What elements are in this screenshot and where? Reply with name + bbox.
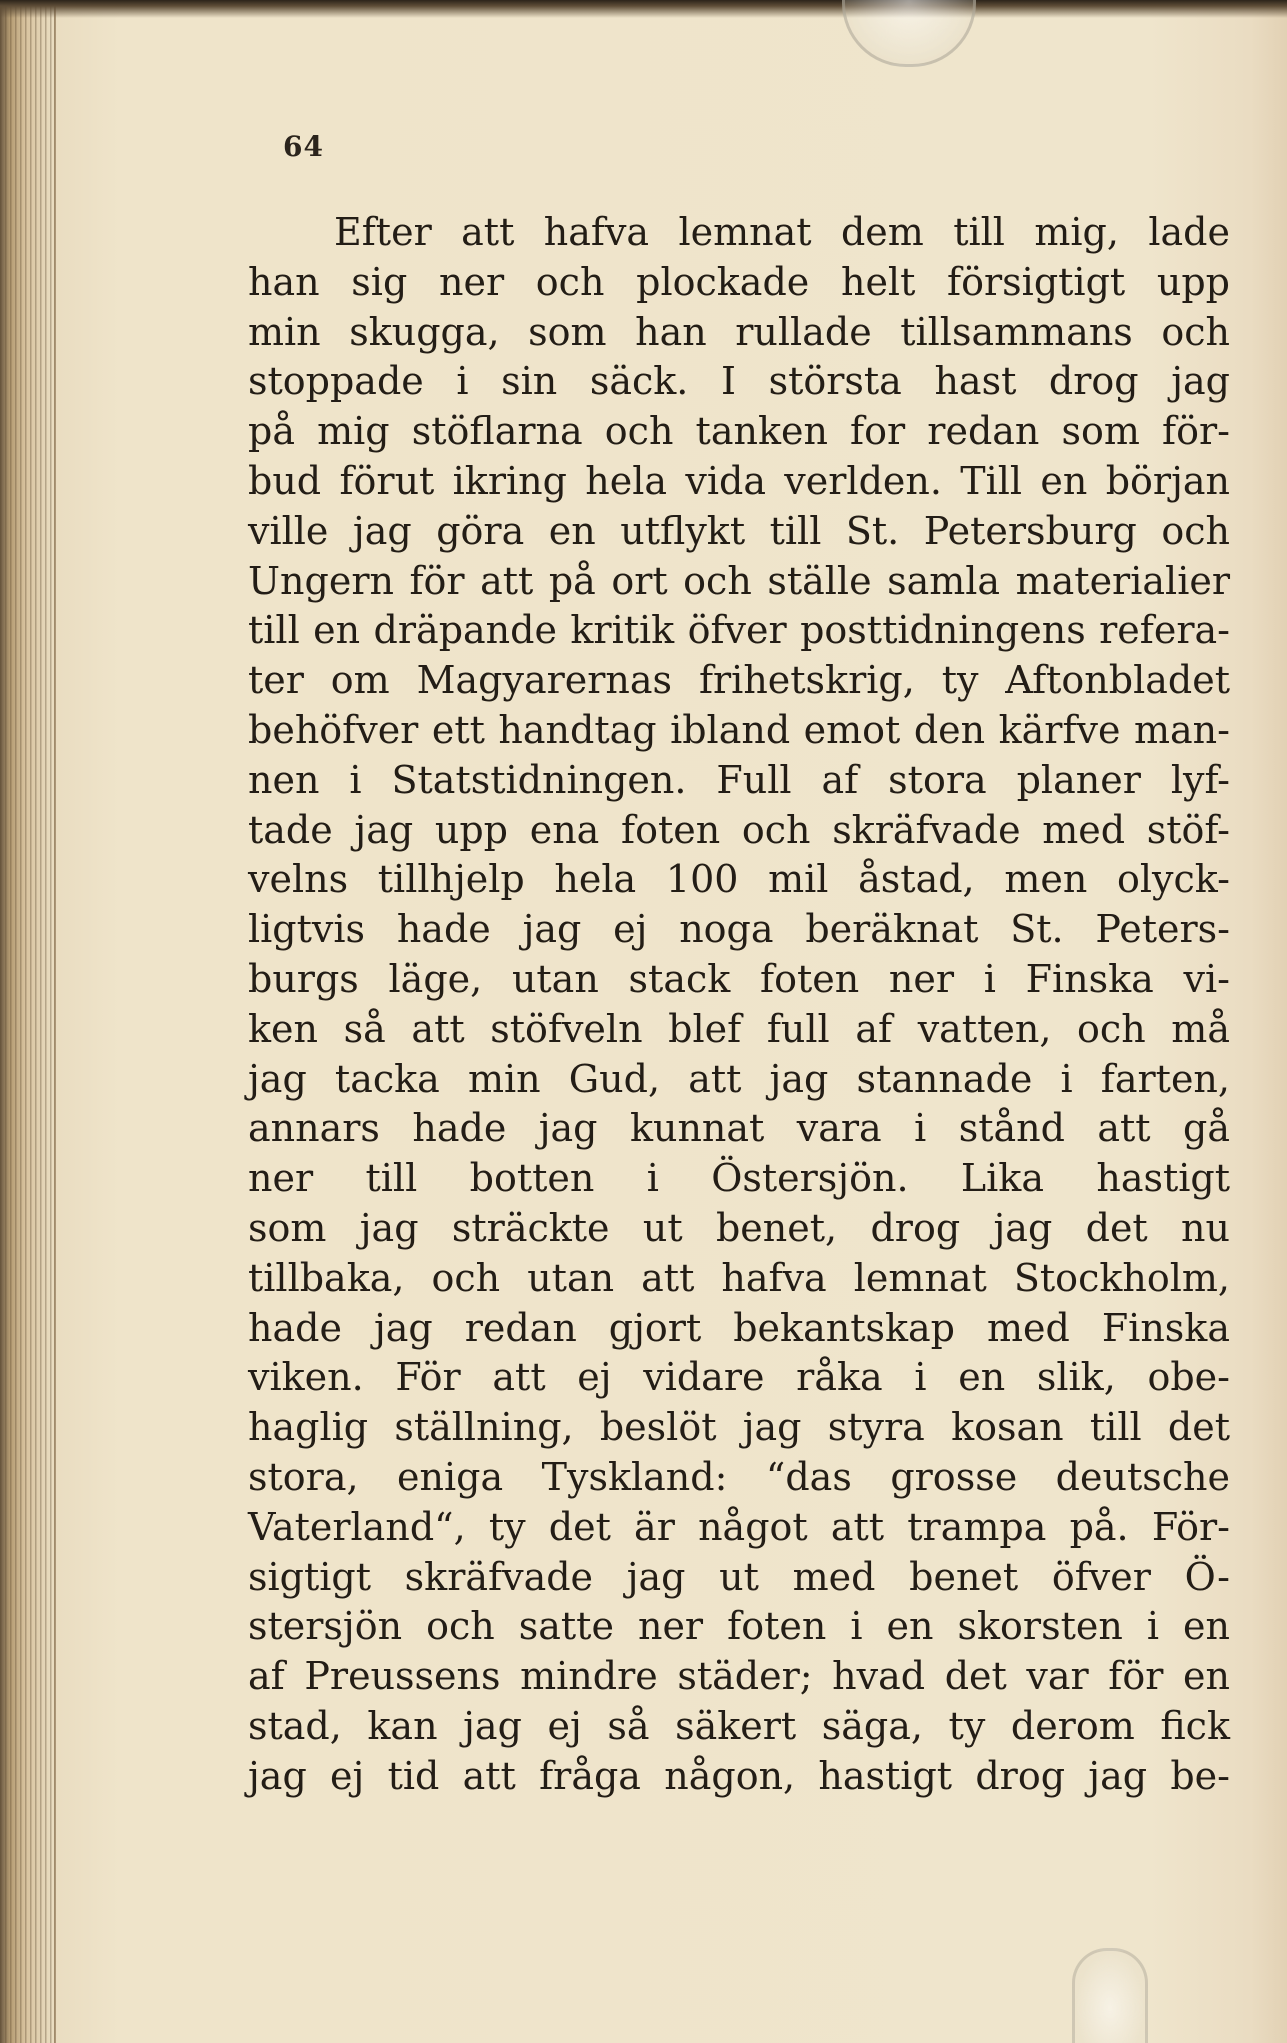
text-line: ville jag göra en utflykt till St. Petersburg och (248, 508, 1230, 553)
text-line: på mig stöflarna och tanken for redan som för- (248, 409, 1230, 454)
text-line: ken så att stöfveln blef full af vatten, och må (248, 1006, 1230, 1051)
text-line: till en dräpande kritik öfver posttidningens refera- (248, 608, 1230, 653)
text-line: ner till botten i Östersjön. Lika hastigt (248, 1156, 1230, 1201)
text-line: han sig ner och plockade helt försigtigt upp (248, 259, 1230, 304)
text-line: stoppade i sin säck. I största hast drog jag (248, 359, 1230, 404)
text-line: ter om Magyarernas frihetskrig, ty Aftonbladet (248, 658, 1230, 703)
text-line: jag ej tid att fråga någon, hastigt drog jag be- (248, 1753, 1230, 1798)
text-line: stora, eniga Tyskland: “das grosse deutsche (248, 1454, 1230, 1499)
page-number: 64 (283, 130, 324, 163)
text-line: nen i Statstidningen. Full af stora planer lyf- (248, 757, 1230, 802)
text-line: som jag sträckte ut benet, drog jag det nu (248, 1205, 1230, 1250)
text-line: Ungern för att på ort och ställe samla materialier (248, 558, 1230, 603)
text-line: annars hade jag kunnat vara i stånd att gå (248, 1106, 1230, 1151)
book-page-edges (0, 0, 56, 2043)
page-clip-glare-top (842, 0, 976, 67)
body-text (248, 208, 1230, 1802)
text-line: hade jag redan gjort bekantskap med Finska (248, 1305, 1230, 1350)
text-line: af Preussens mindre städer; hvad det var för en (248, 1654, 1230, 1699)
text-line: velns tillhjelp hela 100 mil åstad, men olyck- (248, 857, 1230, 902)
text-line: tade jag upp ena foten och skräfvade med stöf- (248, 807, 1230, 852)
text-line: stad, kan jag ej så säkert säga, ty derom fick (248, 1703, 1230, 1748)
text-line: haglig ställning, beslöt jag styra kosan till det (248, 1405, 1230, 1450)
text-line: min skugga, som han rullade tillsammans och (248, 309, 1230, 354)
text-line: viken. För att ej vidare råka i en slik, obe- (248, 1355, 1230, 1400)
text-line: Vaterland“, ty det är något att trampa på. För- (248, 1504, 1230, 1549)
text-line: tillbaka, och utan att hafva lemnat Stockholm, (248, 1255, 1230, 1300)
text-line: burgs läge, utan stack foten ner i Finska vi- (248, 956, 1230, 1001)
text-line: sigtigt skräfvade jag ut med benet öfver Ö- (248, 1554, 1230, 1599)
page-clip-glare-bottom (1072, 1948, 1148, 2043)
text-line: Efter att hafva lemnat dem till mig, lade (334, 210, 1230, 254)
text-line: bud förut ikring hela vida verlden. Till en början (248, 458, 1230, 503)
text-line: behöfver ett handtag ibland emot den kärfve man- (248, 707, 1230, 752)
top-shadow (0, 0, 1287, 18)
text-line: stersjön och satte ner foten i en skorsten i en (248, 1604, 1230, 1649)
text-line: jag tacka min Gud, att jag stannade i farten, (248, 1056, 1230, 1101)
text-line: ligtvis hade jag ej noga beräknat St. Peters- (248, 907, 1230, 952)
